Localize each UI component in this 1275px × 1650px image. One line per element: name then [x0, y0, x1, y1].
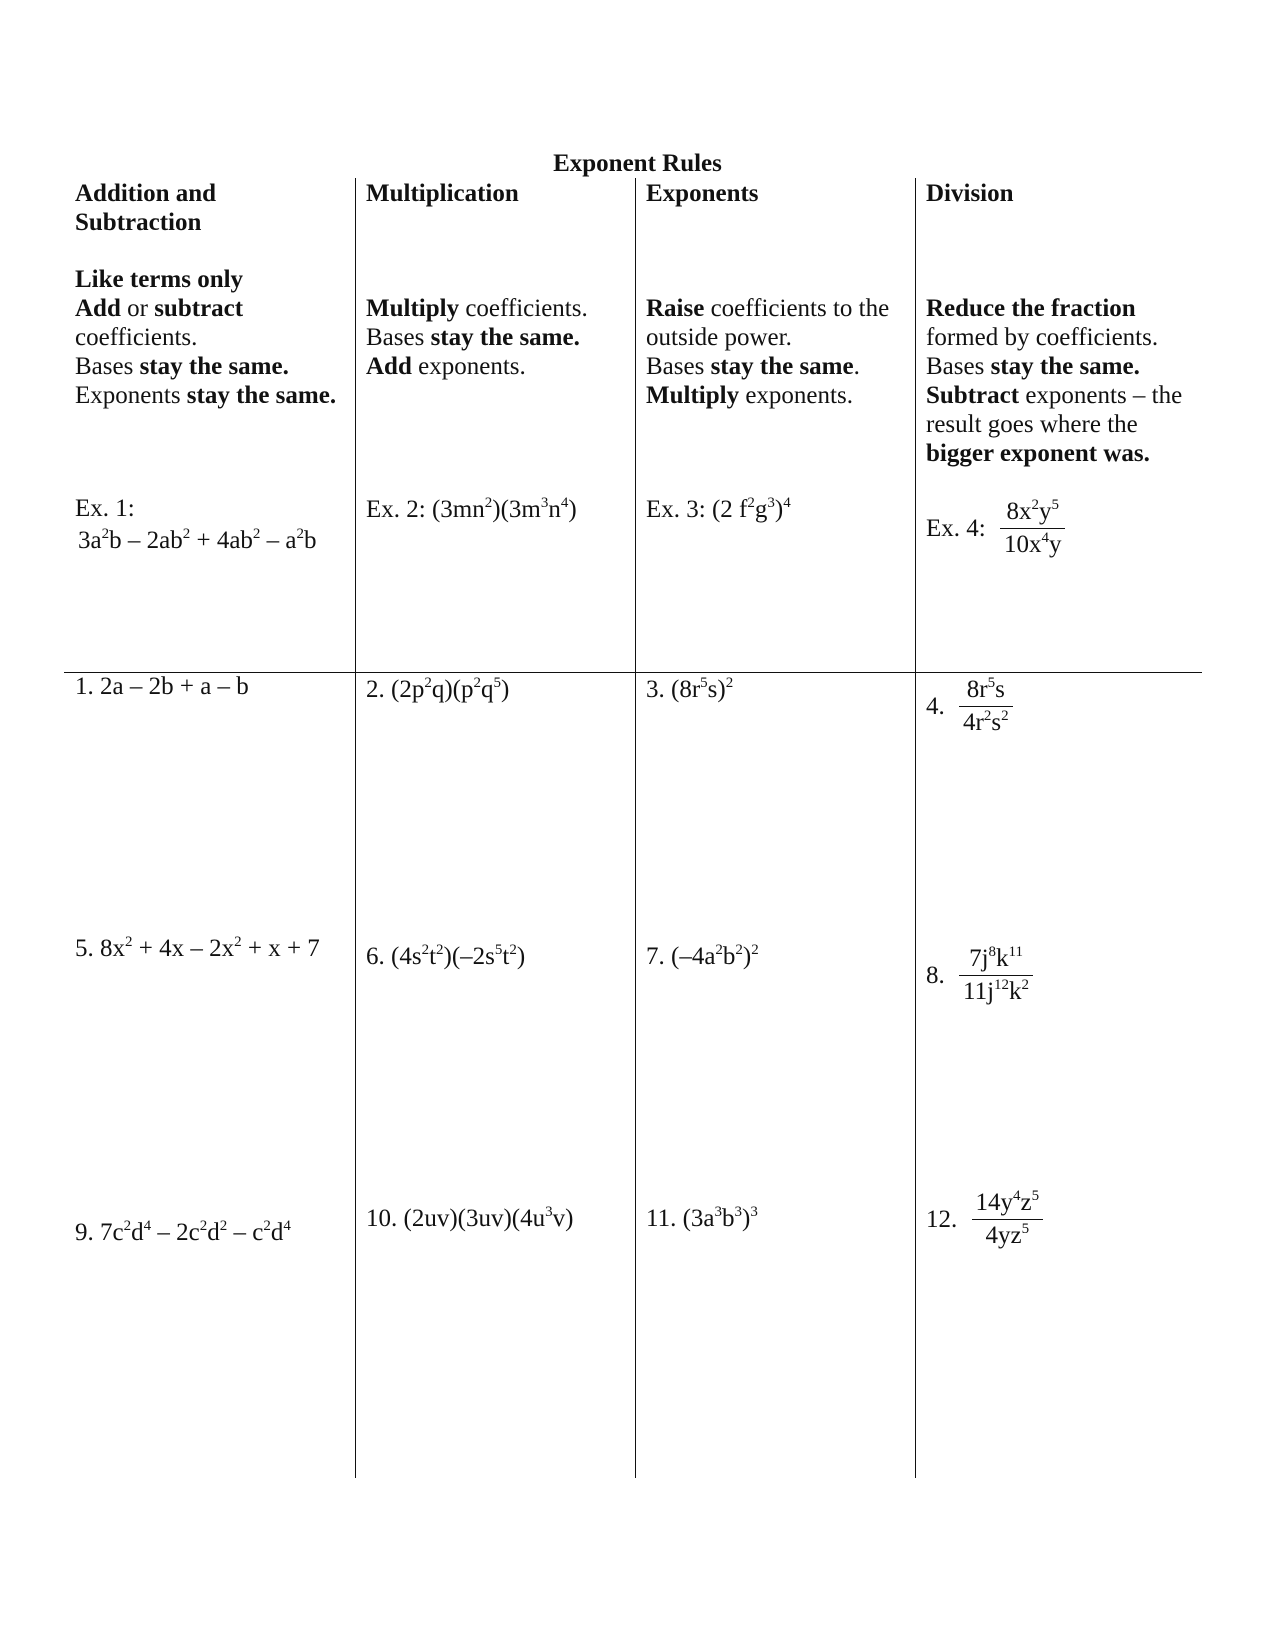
rules-division	[926, 294, 1182, 468]
problem-2: 2. $(2p^2q)(p^2q^5)$	[366, 675, 510, 703]
rule-line: Add exponents.	[366, 353, 526, 380]
column-divider	[915, 178, 916, 1478]
example-1: Ex. 1: $3a^2b - 2ab^2 + 4ab^2 - a^2b$	[75, 493, 317, 557]
rule-line: Subtract exponents – the	[926, 382, 1183, 409]
rule-line: outside power.	[646, 324, 792, 351]
rules-multiplication	[366, 294, 588, 381]
problem-1: 1. 2a – 2b + a – b	[75, 673, 249, 700]
problem-11: 11. $(3a^3b^3)^3$	[646, 1204, 758, 1232]
rule-line: Like terms only	[75, 266, 244, 293]
column-heading-addition: Addition and Subtraction	[75, 180, 217, 236]
rule-line: Bases stay the same.	[646, 353, 860, 380]
example-2: Ex. 2: $(3mn^2)(3m^3n^4)$	[366, 495, 577, 523]
rule-line: formed by coefficients.	[926, 324, 1159, 351]
rule-line: bigger exponent was.	[926, 440, 1150, 467]
problem-6: 6. $(4s^2t^2)(-2s^5t^2)$	[366, 942, 526, 970]
example-1-expression: $3a^2b - 2ab^2 + 4ab^2 - a^2b$	[78, 526, 317, 554]
rule-line: Bases stay the same.	[75, 353, 289, 380]
rule-line: Reduce the fraction	[926, 295, 1136, 322]
rule-line: Add or subtract	[75, 295, 244, 322]
problem-5: 5. $8x^2 + 4x - 2x^2 + x + 7$	[75, 934, 320, 962]
example-3-expression: (2 $f^2g^3)^4$	[711, 495, 791, 523]
column-heading-division: Division	[926, 180, 1014, 207]
problem-7: 7. $(-4a^2b^2)^2$	[646, 942, 759, 970]
problem-9: 9. $7c^2d^4 - 2c^2d^2 - c^2d^4$	[75, 1218, 291, 1246]
rule-line: result goes where the	[926, 411, 1138, 438]
rule-line: Exponents stay the same.	[75, 382, 337, 409]
rule-line: Bases stay the same.	[366, 324, 580, 351]
rule-line: coefficients.	[75, 324, 198, 351]
column-divider	[355, 178, 356, 1478]
rule-line: Multiply exponents.	[646, 382, 853, 409]
rule-line: Bases stay the same.	[926, 353, 1140, 380]
rule-line: Multiply coefficients.	[366, 295, 588, 322]
column-heading-exponents: Exponents	[646, 180, 759, 207]
example-2-expression: $(3mn^2)(3m^3n^4)$	[431, 495, 577, 523]
column-divider	[635, 178, 636, 1478]
problem-12: 12. $\frac{14y^4z^5}{4yz^5}$	[926, 1187, 1043, 1252]
problem-8: 8. $\frac{7j^8k^{11}}{11j^{12}k^2}$	[926, 943, 1033, 1008]
page-title: Exponent Rules	[553, 150, 722, 177]
rules-addition	[75, 265, 336, 410]
rule-line: Raise coefficients to the	[646, 295, 890, 322]
rules-exponents	[646, 294, 889, 410]
example-3: Ex. 3: (2 $f^2g^3)^4$	[646, 495, 791, 523]
problem-4: 4. $\frac{8r^5s}{4r^2s^2}$	[926, 674, 1013, 739]
example-4: Ex. 4: $\frac{8x^2y^5}{10x^4y}$	[926, 496, 1065, 561]
example-4-fraction: $\frac{8x^2y^5}{10x^4y}$	[1000, 496, 1066, 561]
problem-3: 3. $(8r^5s)^2$	[646, 675, 734, 703]
column-heading-multiplication: Multiplication	[366, 180, 519, 207]
problem-10: 10. $(2uv)(3uv)(4u^3v)$	[366, 1204, 574, 1232]
